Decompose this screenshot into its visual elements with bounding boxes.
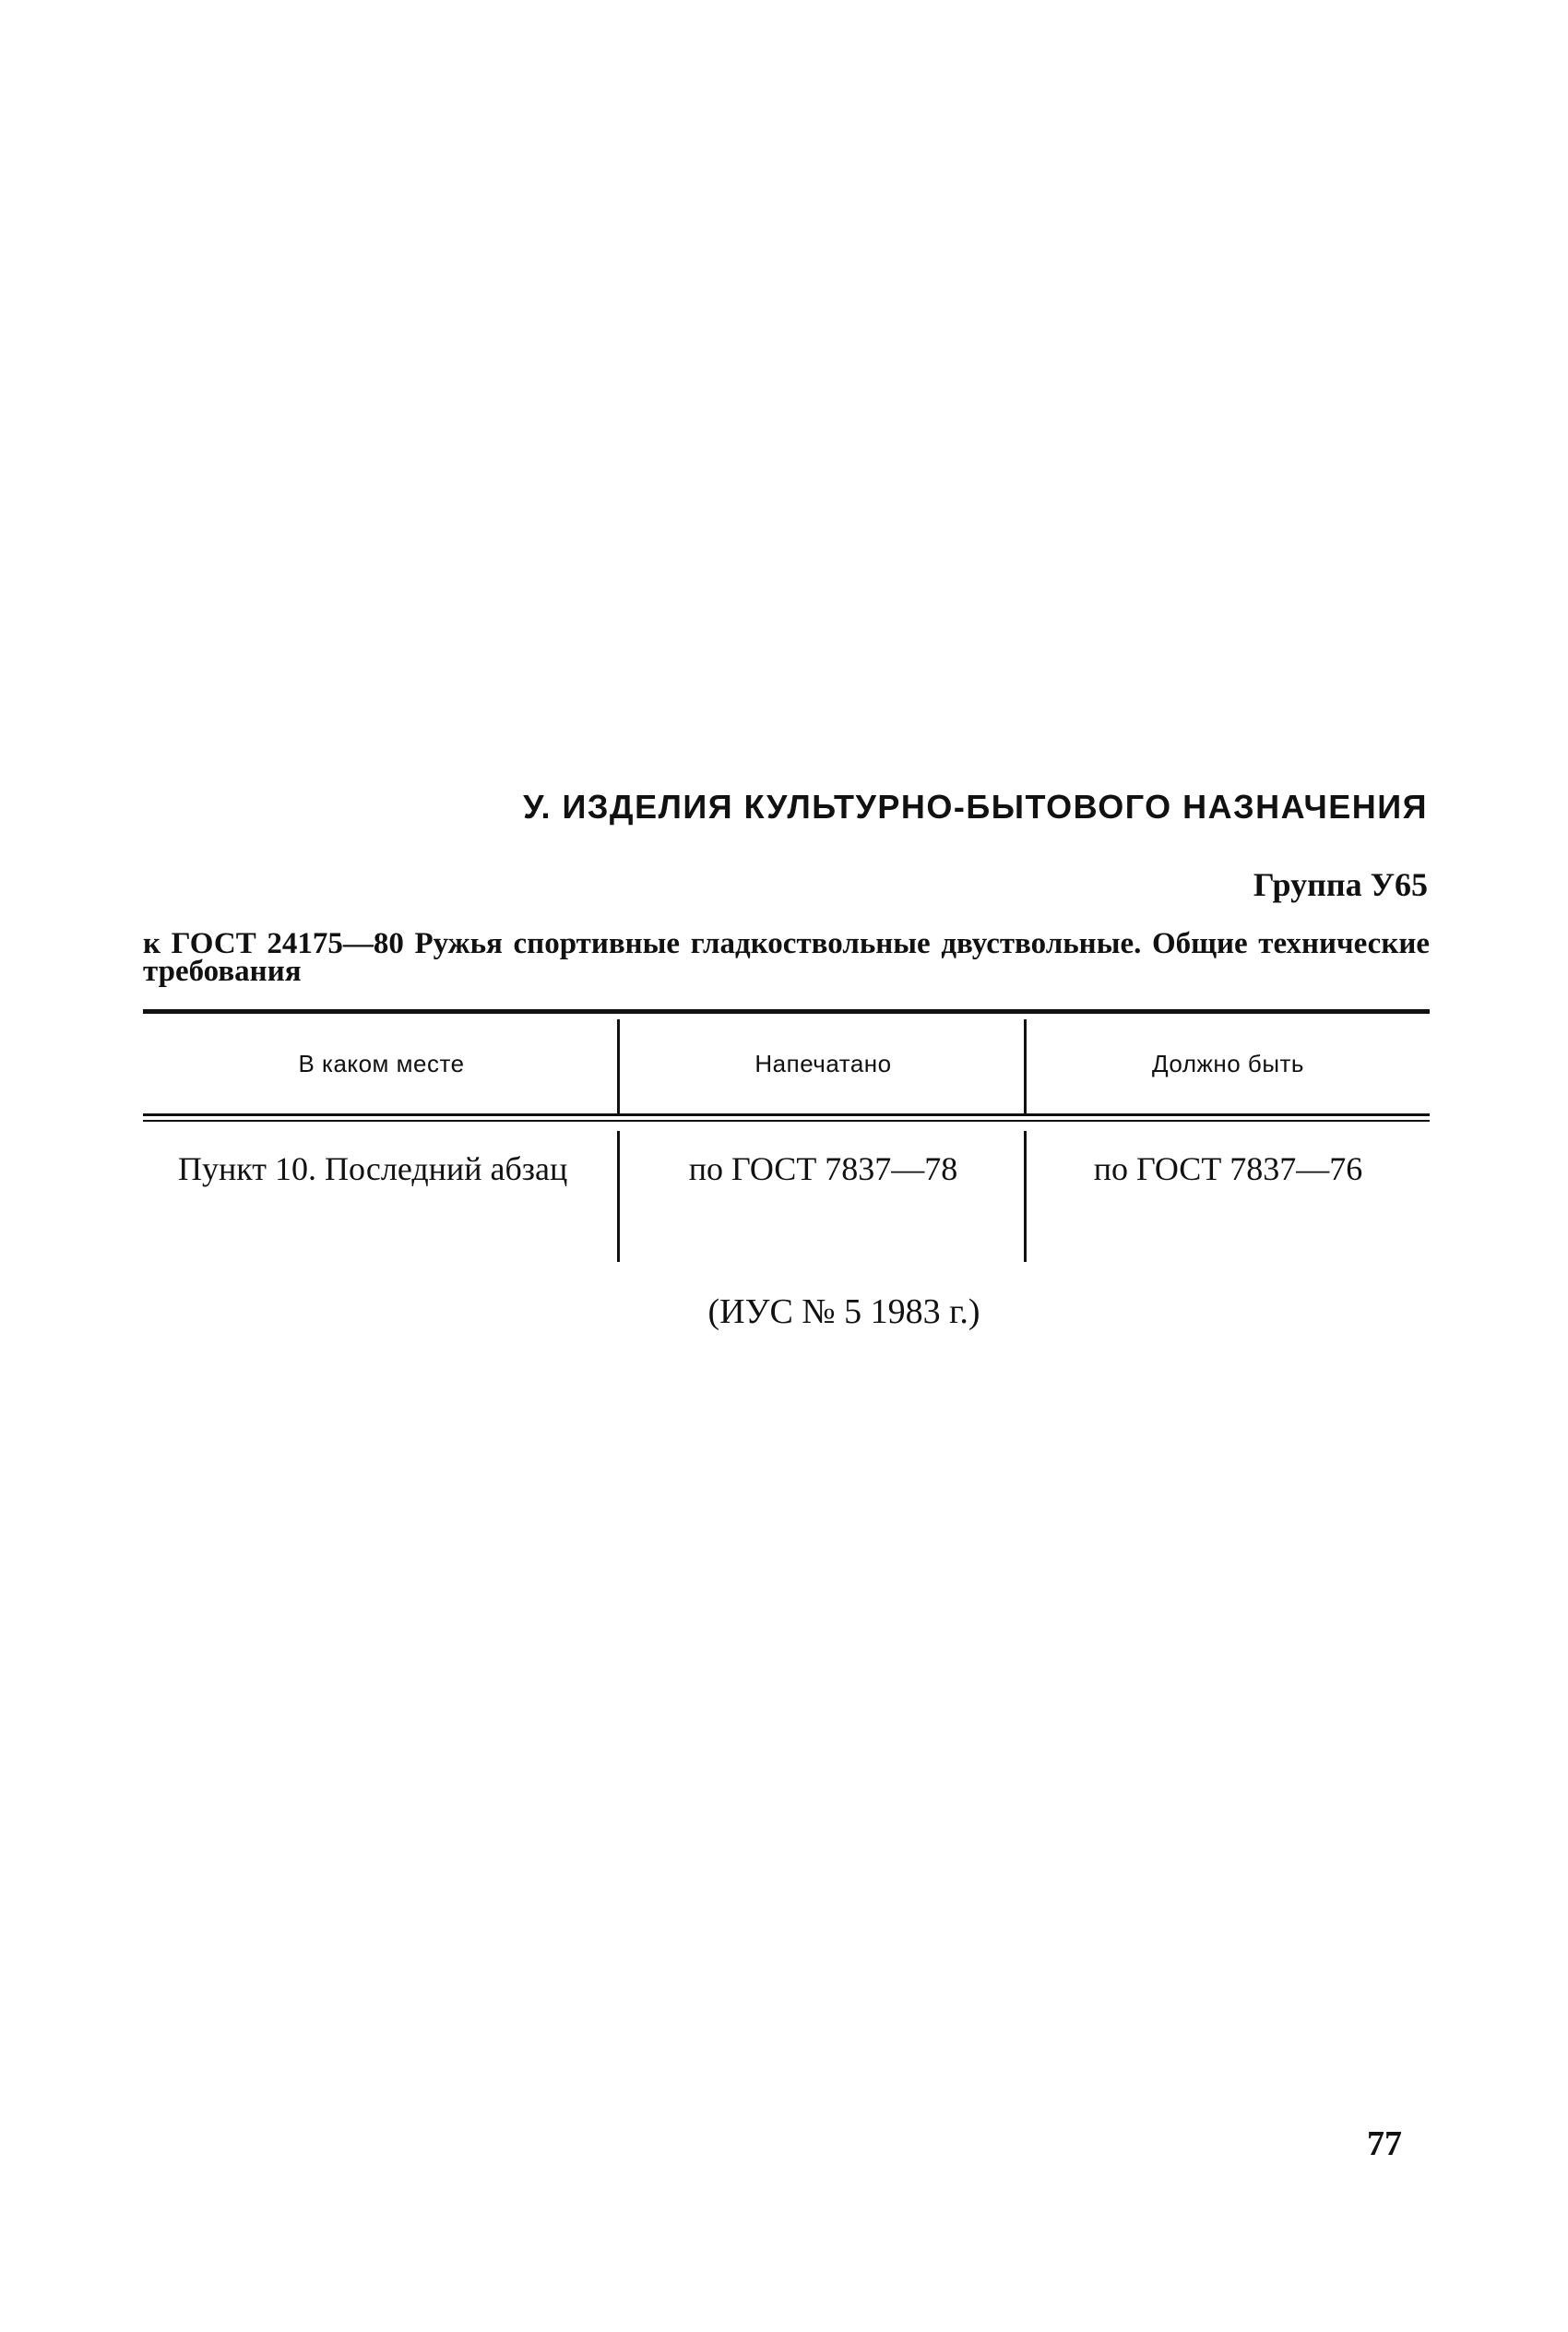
body-divider-1 (617, 1131, 620, 1262)
header-divider-2 (1024, 1019, 1027, 1113)
table-header-row (143, 1014, 1430, 1113)
page-number: 77 (1367, 2124, 1402, 2163)
header-should-be: Должно быть (1152, 1049, 1304, 1077)
cell-printed: по ГОСТ 7837—78 (688, 1150, 958, 1187)
document-title: к ГОСТ 24175—80 Ружья спортивные гладкоствольные двуствольные. Общие технические требования (143, 927, 1430, 988)
section-heading: У. ИЗДЕЛИЯ КУЛЬТУРНО-БЫТОВОГО НАЗНАЧЕНИЯ (523, 788, 1428, 826)
source-reference: (ИУС № 5 1983 г.) (707, 1292, 980, 1331)
header-printed: Напечатано (754, 1049, 892, 1077)
table-header-rule (143, 1113, 1430, 1116)
body-divider-2 (1024, 1131, 1027, 1262)
cell-location: Пункт 10. Последний абзац (178, 1150, 568, 1187)
cell-should-be: по ГОСТ 7837—76 (1093, 1150, 1363, 1187)
table-row (143, 1122, 1430, 1269)
header-location: В каком месте (298, 1049, 465, 1077)
header-divider-1 (617, 1019, 620, 1113)
errata-table (143, 1009, 1430, 1269)
group-label: Группа У65 (1253, 866, 1428, 903)
